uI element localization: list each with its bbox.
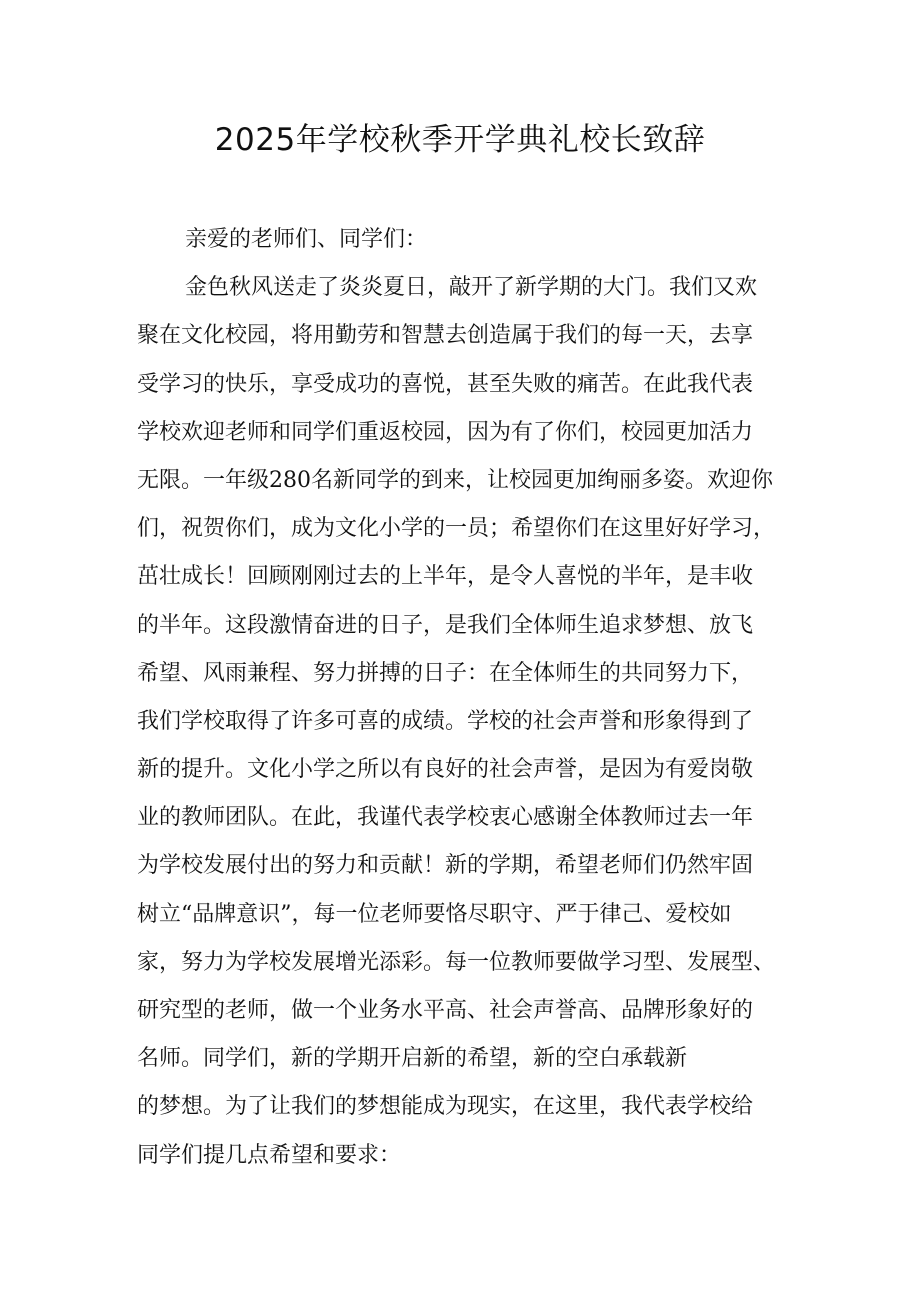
paragraph-line-5: 无限。一年级280名新同学的到来，让校园更加绚丽多姿。欢迎你 bbox=[137, 467, 773, 493]
paragraph-line-3: 受学习的快乐，享受成功的喜悦，甚至失败的痛苦。在此我代表 bbox=[137, 371, 754, 397]
paragraph-line-19: 同学们提几点希望和要求： bbox=[137, 1142, 402, 1168]
document-title: 2025年学校秋季开学典礼校长致辞 bbox=[214, 122, 706, 158]
paragraph-line-14: 树立“品牌意识”，每一位老师要恪尽职守、严于律己、爱校如 bbox=[137, 901, 732, 927]
paragraph-line-6: 们，祝贺你们，成为文化小学的一员；希望你们在这里好好学习， bbox=[137, 516, 776, 542]
paragraph-line-15: 家，努力为学校发展增光添彩。每一位教师要做学习型、发展型、 bbox=[137, 949, 776, 975]
paragraph-line-2: 聚在文化校园，将用勤劳和智慧去创造属于我们的每一天，去享 bbox=[137, 323, 754, 349]
paragraph-line-18: 的梦想。为了让我们的梦想能成为现实，在这里，我代表学校给 bbox=[137, 1094, 754, 1120]
paragraph-line-17: 名师。同学们，新的学期开启新的希望，新的空白承载新 bbox=[137, 1046, 688, 1072]
paragraph-line-13: 为学校发展付出的努力和贡献！新的学期，希望老师们仍然牢固 bbox=[137, 853, 754, 879]
paragraph-line-4: 学校欢迎老师和同学们重返校园，因为有了你们，校园更加活力 bbox=[137, 419, 754, 445]
paragraph-line-16: 研究型的老师，做一个业务水平高、社会声誉高、品牌形象好的 bbox=[137, 998, 754, 1023]
paragraph-line-12: 业的教师团队。在此，我谨代表学校衷心感谢全体教师过去一年 bbox=[137, 805, 754, 831]
paragraph-line-9: 希望、风雨兼程、努力拼搏的日子：在全体师生的共同努力下， bbox=[137, 660, 754, 686]
paragraph-line-1: 金色秋风送走了炎炎夏日，敲开了新学期的大门。我们又欢 bbox=[185, 275, 758, 301]
paragraph-line-10: 我们学校取得了许多可喜的成绩。学校的社会声誉和形象得到了 bbox=[137, 708, 754, 734]
paragraph-line-7: 茁壮成长！回顾刚刚过去的上半年，是令人喜悦的半年，是丰收 bbox=[137, 564, 754, 590]
salutation-line: 亲爱的老师们、同学们： bbox=[185, 227, 428, 252]
paragraph-line-8: 的半年。这段激情奋进的日子，是我们全体师生追求梦想、放飞 bbox=[137, 612, 754, 638]
document-body bbox=[137, 216, 807, 1180]
paragraph-line-11: 新的提升。文化小学之所以有良好的社会声誉，是因为有爱岗敬 bbox=[137, 757, 754, 783]
